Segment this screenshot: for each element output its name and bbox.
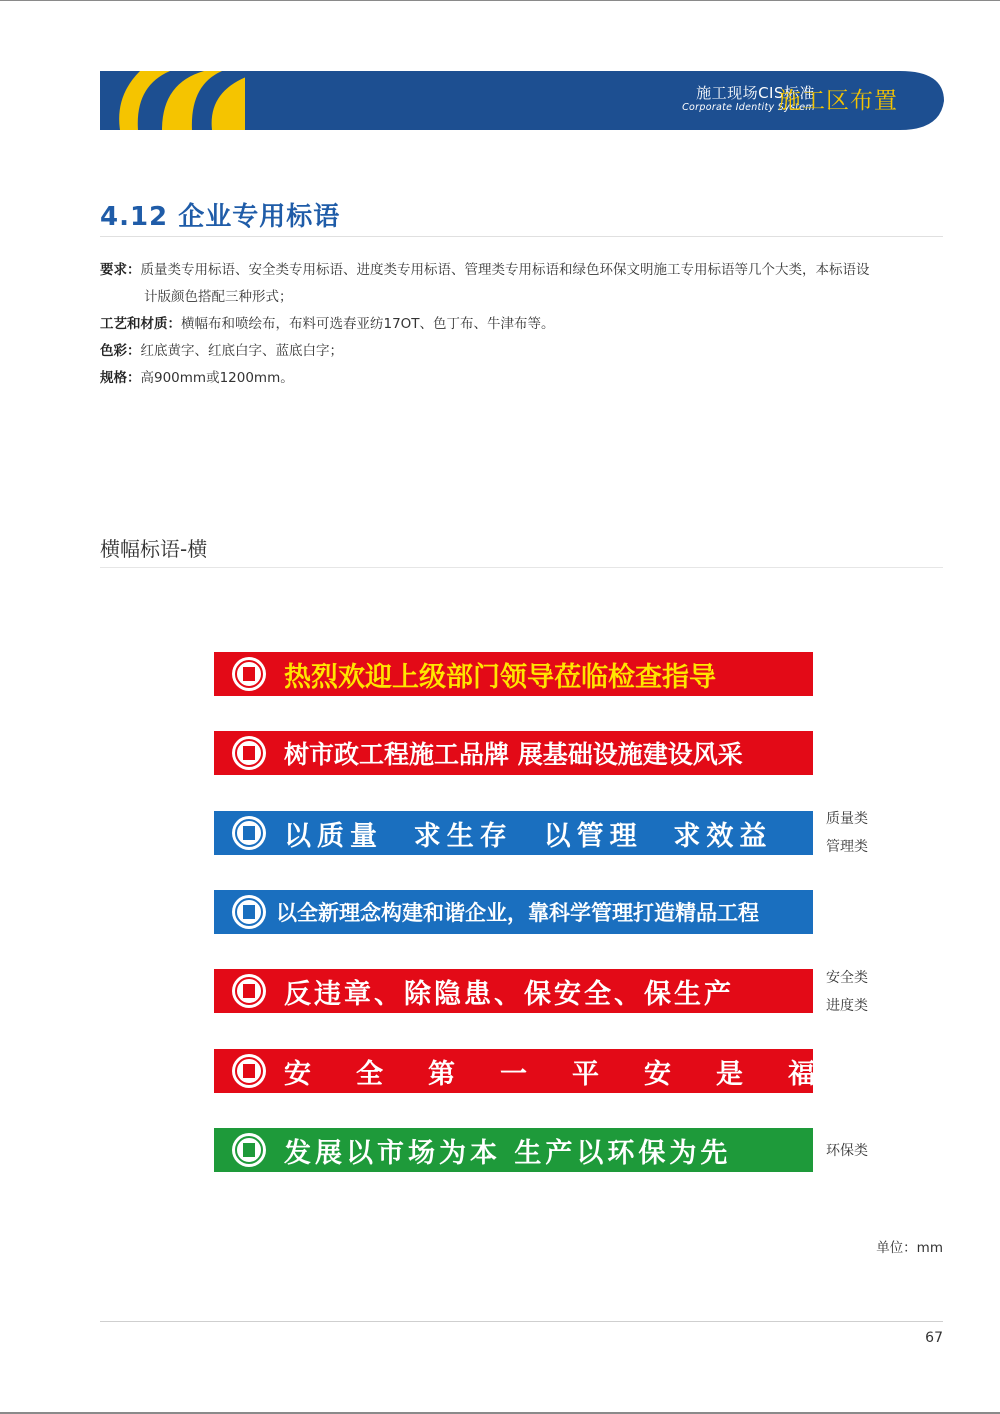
company-emblem-icon xyxy=(232,736,266,770)
page-title: 4.12 企业专用标语 xyxy=(100,202,341,232)
category-label-management: 管理类 xyxy=(826,839,868,855)
spec-color xyxy=(100,338,950,365)
spec-text: 高900mm或1200mm。 xyxy=(140,370,294,386)
banner-text: 树市政工程施工品牌 展基础设施建设风采 xyxy=(284,740,743,769)
slogan-banner xyxy=(214,1128,813,1172)
category-label-progress: 进度类 xyxy=(826,998,868,1014)
category-label-safety: 安全类 xyxy=(826,970,868,986)
title-divider xyxy=(100,236,943,237)
spec-text-cont: 计版颜色搭配三种形式； xyxy=(144,289,293,305)
slogan-banner xyxy=(214,811,813,855)
footer-divider xyxy=(100,1321,943,1322)
spec-text: 质量类专用标语、安全类专用标语、进度类专用标语、管理类专用标语和绿色环保文明施工专用标语等几个大类，本标语设 xyxy=(140,262,870,278)
spec-material xyxy=(100,311,950,338)
subtitle-divider xyxy=(100,567,943,568)
spec-size xyxy=(100,365,950,392)
category-label-quality: 质量类 xyxy=(826,811,868,827)
spec-label: 色彩： xyxy=(100,343,141,359)
category-label-environment: 环保类 xyxy=(826,1143,868,1159)
spec-requirement xyxy=(100,257,950,311)
company-emblem-icon xyxy=(232,895,266,929)
company-emblem-icon xyxy=(232,1054,266,1088)
slogan-banner xyxy=(214,731,813,775)
page-number: 67 xyxy=(925,1330,943,1346)
banner-text: 反违章、除隐患、保安全、保生产 xyxy=(284,978,734,1010)
slogan-banner xyxy=(214,652,813,696)
spec-label: 规格： xyxy=(100,370,141,386)
spec-label: 工艺和材质： xyxy=(100,316,181,332)
company-emblem-icon xyxy=(232,1133,266,1167)
header-section-title: 施工区布置 xyxy=(778,88,898,114)
company-emblem-icon xyxy=(232,816,266,850)
banner-section-title: 横幅标语-横 xyxy=(100,537,208,561)
page-top-border xyxy=(0,0,1000,1)
company-emblem-icon xyxy=(232,974,266,1008)
slogan-banner xyxy=(214,890,813,934)
spec-text: 红底黄字、红底白字、蓝底白字； xyxy=(140,343,343,359)
slogan-banner xyxy=(214,969,813,1013)
spec-label: 要求： xyxy=(100,262,141,278)
banner-text: 以质量 求生存 以管理 求效益 xyxy=(284,820,773,852)
company-emblem-icon xyxy=(232,657,266,691)
banner-text: 热烈欢迎上级部门领导莅临检查指导 xyxy=(284,661,716,693)
banner-text: 安全第一平安是福 xyxy=(284,1058,860,1090)
header-standard-cn: 施工现场CIS标准 xyxy=(696,84,815,102)
unit-note: 单位：mm xyxy=(876,1240,943,1256)
slogan-banner xyxy=(214,1049,860,1093)
banner-text: 发展以市场为本 生产以环保为先 xyxy=(284,1137,732,1169)
header-standard-en: Corporate Identity System xyxy=(682,102,815,113)
banner-text: 以全新理念构建和谐企业，靠科学管理打造精品工程 xyxy=(276,901,759,925)
spec-text: 横幅布和喷绘布，布料可选春亚纺17OT、色丁布、牛津布等。 xyxy=(181,316,555,332)
